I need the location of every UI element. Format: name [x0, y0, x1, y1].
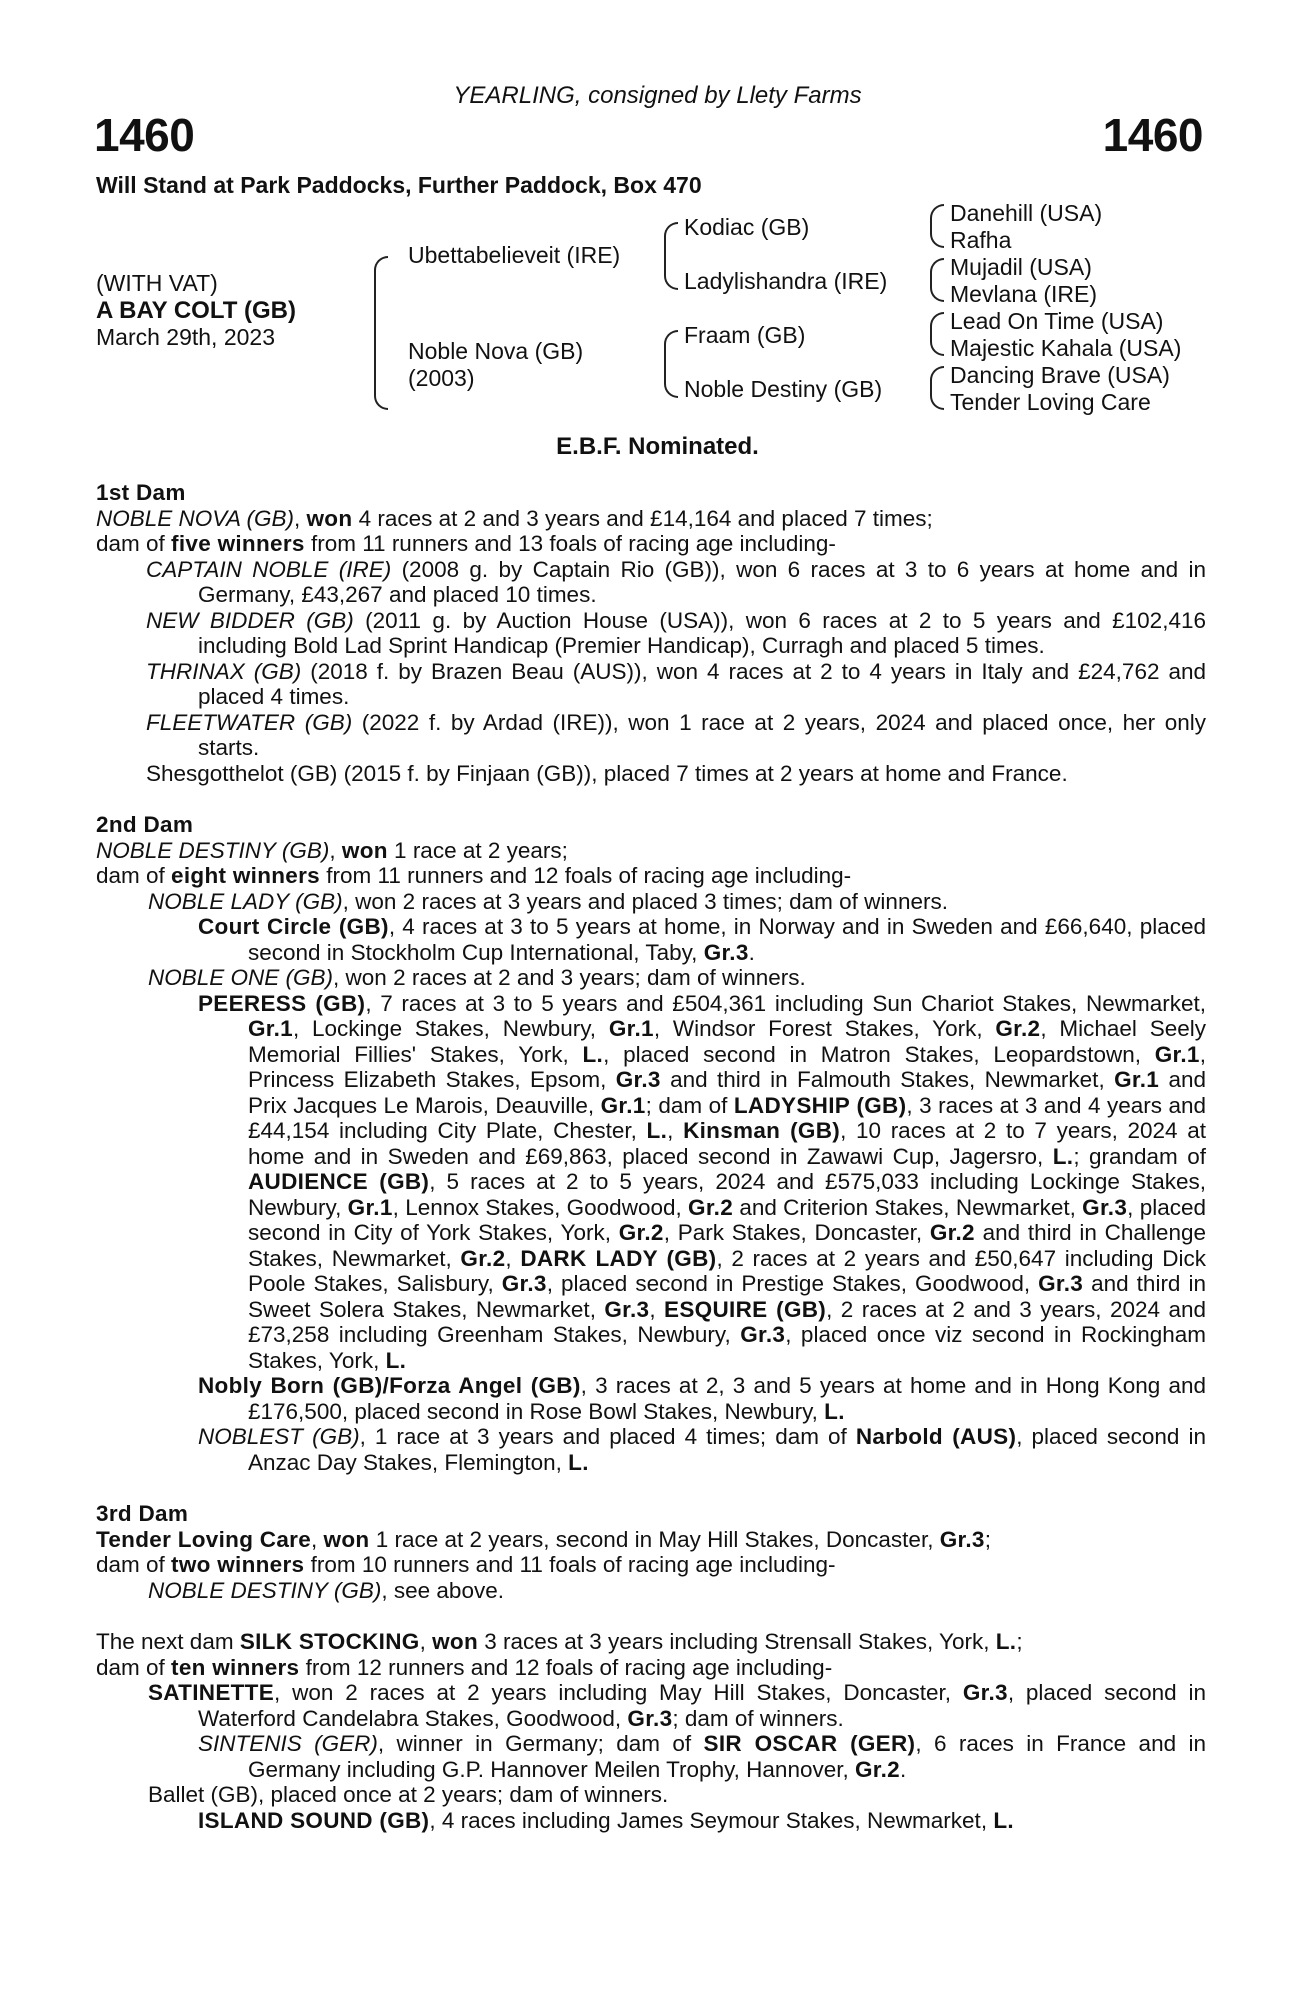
brace-ladylishandra [930, 258, 944, 302]
second-dam-line2: dam of eight winners from 11 runners and 12 foals of racing age including- [96, 863, 852, 888]
brace-dam-line [664, 330, 678, 398]
second-dam-line1: NOBLE DESTINY (GB), won 1 race at 2 years; [96, 837, 568, 863]
first-dam-heading: 1st Dam [96, 480, 186, 505]
progeny-ballet: Ballet (GB), placed once at 2 years; dam of winners. [148, 1782, 669, 1807]
gp-tender-loving-care: Tender Loving Care [950, 389, 1151, 415]
gp-mujadil: Mujadil (USA) [950, 254, 1092, 280]
progeny-satinette: SATINETTE, won 2 races at 2 years including May Hill Stakes, Doncaster, Gr.3, placed second in Waterford Candelabra Stakes, Goodwood, Gr.3; dam of winners. [148, 1680, 1206, 1731]
next-dam-line1: The next dam SILK STOCKING, won 3 races at 3 years including Strensall Stakes, York, L.; [96, 1629, 1023, 1654]
brace-kodiac [930, 204, 944, 248]
progeny-court-circle: Court Circle (GB), 4 races at 3 to 5 years at home, in Norway and in Sweden and £66,640, placed second in Stockholm Cup International, Taby, Gr.3. [198, 914, 1207, 965]
progeny-fleetwater: FLEETWATER (GB) (2022 f. by Ardad (IRE)), won 1 race at 2 years, 2024 and placed once, her only starts. [146, 709, 1206, 760]
first-dam-line2: dam of five winners from 11 runners and 13 foals of racing age including- [96, 531, 836, 556]
lot-number-left: 1460 [94, 109, 195, 161]
progeny-noble-one: NOBLE ONE (GB), won 2 races at 2 and 3 years; dam of winners. [148, 965, 806, 990]
progeny-island-sound: ISLAND SOUND (GB), 4 races including James Seymour Stakes, Newmarket, L. [198, 1807, 1014, 1833]
stabling-location: Will Stand at Park Paddocks, Further Paddock, Box 470 [96, 172, 702, 198]
gp-majestic-kahala: Majestic Kahala (USA) [950, 335, 1182, 361]
next-dam-line2: dam of ten winners from 12 runners and 12 foals of racing age including- [96, 1654, 833, 1680]
progeny-new-bidder: NEW BIDDER (GB) (2011 g. by Auction House (USA)), won 6 races at 2 to 5 years and £102,416 including Bold Lad Sprint Handicap (Premier Handicap), Curragh and placed 5 times. [146, 607, 1206, 658]
third-dam-line1: Tender Loving Care, won 1 race at 2 years, second in May Hill Stakes, Doncaster, Gr.3; [96, 1526, 991, 1552]
ebf-nomination: E.B.F. Nominated. [556, 433, 759, 460]
progeny-shesgotthelot: Shesgotthelot (GB) (2015 f. by Finjaan (GB)), placed 7 times at 2 years at home and France. [146, 760, 1068, 786]
foaling-date: March 29th, 2023 [96, 324, 276, 350]
gp-dancing-brave: Dancing Brave (USA) [950, 362, 1170, 388]
catalogue-body [96, 480, 1206, 1833]
brace-sire-line [664, 222, 678, 290]
progeny-sintenis: SINTENIS (GER), winner in Germany; dam of SIR OSCAR (GER), 6 races in France and in Germany including G.P. Hannover Meilen Trophy, Hannover, Gr.2. [198, 1731, 1206, 1782]
consignment-subtitle: YEARLING, consigned by Llety Farms [453, 82, 862, 109]
brace-noble-destiny [930, 366, 944, 410]
sire-dam: Ladylishandra (IRE) [684, 268, 888, 294]
dam-dam: Noble Destiny (GB) [684, 376, 883, 402]
progeny-noble-lady: NOBLE LADY (GB), won 2 races at 3 years and placed 3 times; dam of winners. [148, 888, 948, 914]
third-dam-heading: 3rd Dam [96, 1501, 189, 1526]
gp-lead-on-time: Lead On Time (USA) [950, 308, 1164, 334]
sire-name: Ubettabelieveit (IRE) [408, 242, 621, 268]
progeny-captain-noble: CAPTAIN NOBLE (IRE) (2008 g. by Captain Rio (GB)), won 6 races at 3 to 6 years at home and in Germany, £43,267 and placed 10 times. [146, 556, 1206, 607]
gp-rafha: Rafha [950, 227, 1012, 253]
gp-mevlana: Mevlana (IRE) [950, 281, 1097, 307]
second-dam-heading: 2nd Dam [96, 812, 194, 837]
dam-name: Noble Nova (GB) [408, 338, 584, 364]
progeny-peeress: PEERESS (GB), 7 races at 3 to 5 years and £504,361 including Sun Chariot Stakes, Newmarket, Gr.1, Lockinge Stakes, Newbury, Gr.1, Windsor Forest Stakes, York, Gr.2, Michael Seely Memorial Fillies' Stakes, York, L., placed second in Matron Stakes, Leopardstown, Gr.1, Princess Elizabeth Stakes, Epsom, Gr.3 and third in Falmouth Stakes, Newmarket, Gr.1 and Prix Jacques Le Marois, Deauville, Gr.1; dam of LADYSHIP (GB), 3 races at 3 and 4 years and £44,154 including City Plate, Chester, L., Kinsman (GB), 10 races at 2 to 7 years, 2024 at home and in Sweden and £69,863, placed second in Zawawi Cup, Jagersro, L.; grandam of AUDIENCE (GB), 5 races at 2 to 5 years, 2024 and £575,033 including Lockinge Stakes, Newbury, Gr.1, Lennox Stakes, Goodwood, Gr.2 and Criterion Stakes, Newmarket, Gr.3, placed second in City of York Stakes, York, Gr.2, Park Stakes, Doncaster, Gr.2 and third in Challenge Stakes, Newmarket, Gr.2, DARK LADY (GB), 2 races at 2 years and £50,647 including Dick Poole Stakes, Salisbury, Gr.3, placed second in Prestige Stakes, Goodwood, Gr.3 and third in Sweet Solera Stakes, Newmarket, Gr.3, ESQUIRE (GB), 2 races at 2 and 3 years, 2024 and £73,258 including Greenham Stakes, Newbury, Gr.3, placed once viz second in Rockingham Stakes, York, L. [198, 990, 1207, 1373]
brace-fraam [930, 312, 944, 356]
dam-sire: Fraam (GB) [684, 322, 806, 348]
sire-sire: Kodiac (GB) [684, 214, 810, 240]
first-dam-line1: NOBLE NOVA (GB), won 4 races at 2 and 3 years and £14,164 and placed 7 times; [96, 505, 933, 531]
brace-generation-1 [374, 256, 388, 410]
progeny-nobly-born: Nobly Born (GB)/Forza Angel (GB), 3 races at 2, 3 and 5 years at home and in Hong Kong and £176,500, placed second in Rose Bowl Stakes, Newbury, L. [198, 1373, 1206, 1424]
progeny-noble-destiny: NOBLE DESTINY (GB), see above. [148, 1577, 504, 1603]
dam-year: (2003) [408, 365, 475, 391]
vat-note: (WITH VAT) [96, 270, 218, 296]
third-dam-line2: dam of two winners from 10 runners and 11 foals of racing age including- [96, 1552, 836, 1577]
progeny-thrinax: THRINAX (GB) (2018 f. by Brazen Beau (AUS)), won 4 races at 2 to 4 years in Italy and £24,762 and placed 4 times. [146, 658, 1206, 709]
lot-number-right: 1460 [1102, 109, 1203, 161]
gp-danehill: Danehill (USA) [950, 200, 1103, 226]
colt-title: A BAY COLT (GB) [96, 297, 297, 324]
progeny-noblest: NOBLEST (GB), 1 race at 3 years and placed 4 times; dam of Narbold (AUS), placed second in Anzac Day Stakes, Flemington, L. [198, 1424, 1206, 1475]
